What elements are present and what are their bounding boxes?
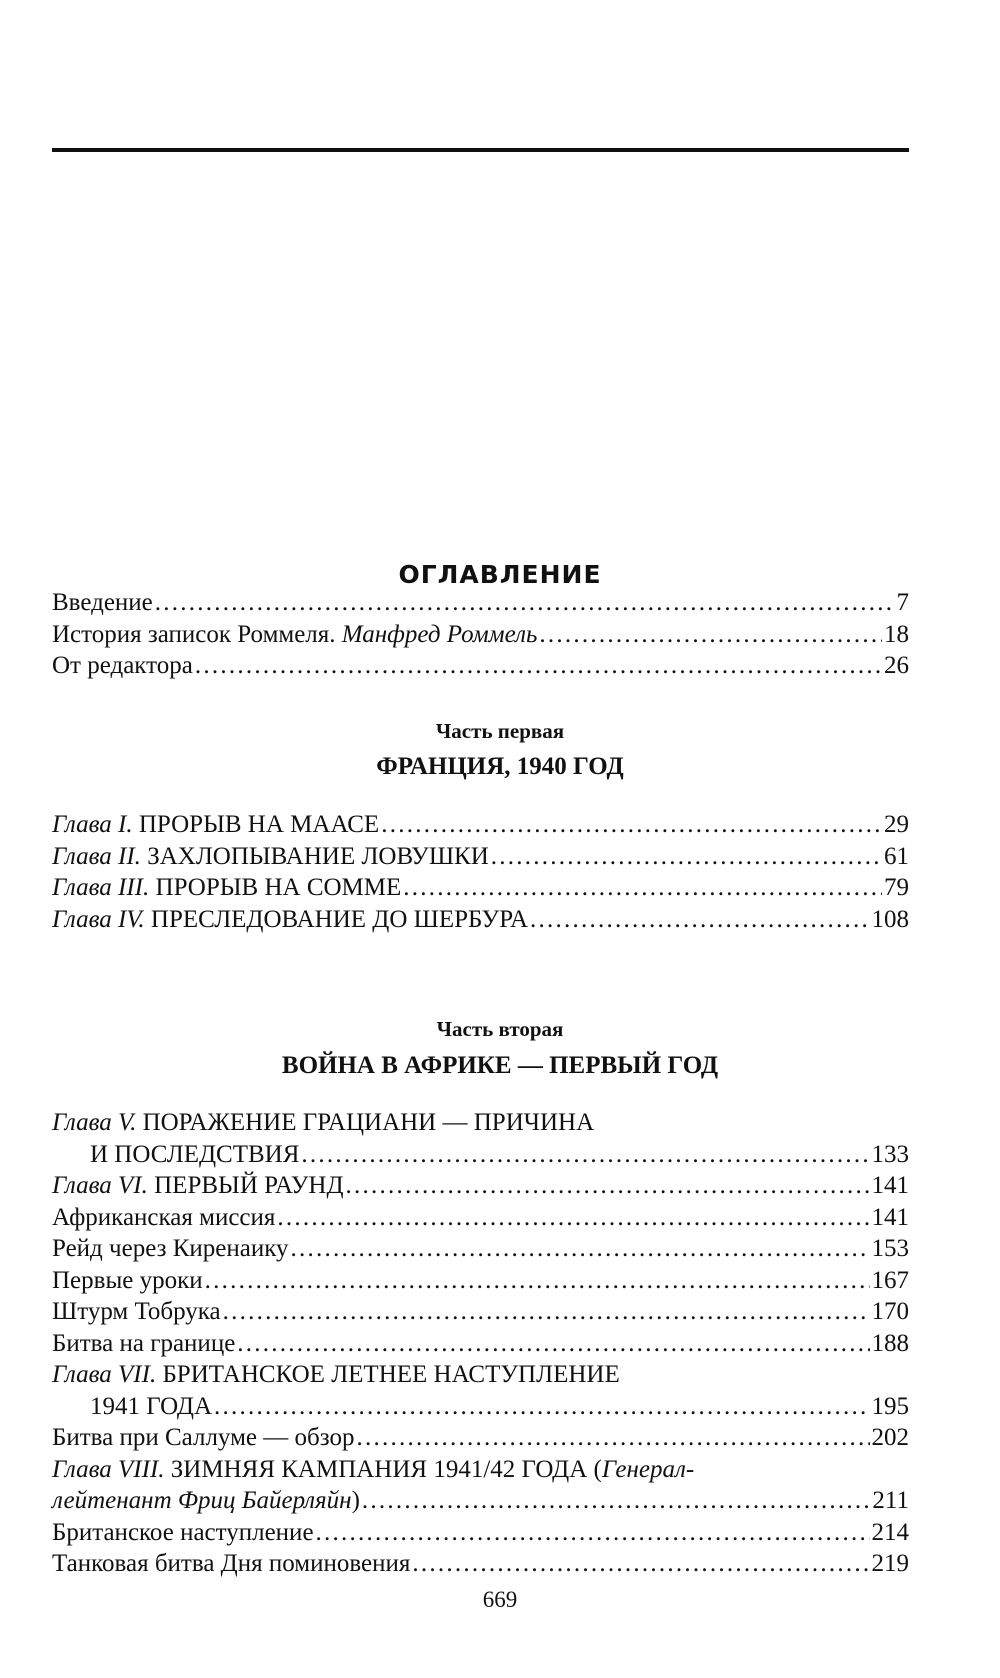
entry-title: ПОРАЖЕНИЕ ГРАЦИАНИ — ПРИЧИНА <box>136 1109 595 1136</box>
leader-dots <box>205 1265 870 1297</box>
toc-entry[interactable] <box>52 841 909 873</box>
toc-entry[interactable] <box>52 1548 909 1580</box>
entry-page: 170 <box>871 1298 909 1325</box>
leader-dots <box>237 1328 869 1360</box>
entry-page: 26 <box>884 652 909 679</box>
entry-title: Битва при Саллуме — обзор <box>52 1424 355 1451</box>
toc-entry-continuation[interactable] <box>52 1391 909 1423</box>
entry-page: 214 <box>871 1518 909 1546</box>
entry-page: 202 <box>871 1424 909 1451</box>
entry-title: Рейд через Киренаику <box>52 1235 289 1262</box>
entry-page: 61 <box>884 842 909 870</box>
entry-page: 79 <box>884 874 909 901</box>
leader-dots <box>301 1139 869 1171</box>
leader-dots <box>277 1202 869 1234</box>
entry-author: Генерал- <box>601 1455 695 1483</box>
entry-title: Введение <box>52 589 153 616</box>
entry-title: ПРОРЫВ НА СОММЕ <box>149 874 402 901</box>
leader-dots <box>362 1485 871 1517</box>
part-two-label: Часть вторая <box>436 1017 564 1041</box>
entry-page: 18 <box>884 620 909 648</box>
entry-page: 141 <box>871 1172 909 1199</box>
leader-dots <box>412 1548 869 1580</box>
entry-page: 29 <box>884 811 909 838</box>
leader-dots <box>214 1391 870 1423</box>
entry-title: Штурм Тобрука <box>52 1298 221 1325</box>
part-two-title: ВОЙНА В АФРИКЕ — ПЕРВЫЙ ГОД <box>281 1052 719 1079</box>
entry-author: лейтенант Фриц Байерляйн <box>52 1487 352 1514</box>
toc-entry[interactable] <box>52 1328 909 1360</box>
part-one-label: Часть первая <box>435 719 565 743</box>
entry-title: 1941 ГОДА <box>90 1392 212 1420</box>
chapter-label: Глава VII. <box>52 1361 157 1388</box>
toc-entry-continuation[interactable] <box>52 1485 909 1517</box>
entry-title: История записок Роммеля. <box>52 620 342 648</box>
leader-dots <box>491 841 882 873</box>
part-one-chapter-list <box>52 809 909 935</box>
toc-entry[interactable] <box>52 1233 909 1265</box>
toc-entry[interactable] <box>52 650 909 682</box>
front-matter-list <box>52 587 909 682</box>
part-one-title: ФРАНЦИЯ, 1940 ГОД <box>376 753 624 780</box>
leader-dots <box>403 872 882 904</box>
leader-dots <box>223 1296 870 1328</box>
entry-page: 108 <box>871 905 909 933</box>
toc-entry[interactable] <box>52 587 909 619</box>
entry-title: ПРОРЫВ НА МААСЕ <box>132 811 380 838</box>
chapter-label: Глава VIII. <box>52 1455 165 1483</box>
entry-title: БРИТАНСКОЕ ЛЕТНЕЕ НАСТУПЛЕНИЕ <box>156 1361 620 1388</box>
toc-entry[interactable] <box>52 1517 909 1549</box>
leader-dots <box>346 1170 870 1202</box>
chapter-label: Глава III. <box>52 874 150 901</box>
chapter-label: Глава VI. <box>52 1172 148 1199</box>
part-two-chapter-list <box>52 1107 909 1580</box>
toc-entry[interactable] <box>52 619 909 651</box>
leader-dots <box>530 904 870 936</box>
entry-title: От редактора <box>52 652 193 679</box>
toc-entry[interactable] <box>52 904 909 936</box>
toc-entry[interactable] <box>52 1265 909 1297</box>
entry-title: ПЕРВЫЙ РАУНД <box>147 1172 344 1199</box>
leader-dots <box>539 619 882 651</box>
leader-dots <box>381 809 882 841</box>
entry-title: Африканская миссия <box>52 1203 276 1231</box>
entry-page: 195 <box>871 1392 909 1420</box>
entry-page: 153 <box>871 1235 909 1262</box>
entry-page: 133 <box>871 1140 909 1168</box>
leader-dots <box>356 1422 869 1454</box>
toc-entry[interactable] <box>52 1359 909 1391</box>
entry-page: 141 <box>871 1203 909 1231</box>
toc-entry[interactable] <box>52 1202 909 1234</box>
entry-title: ПРЕСЛЕДОВАНИЕ ДО ШЕРБУРА <box>144 905 528 933</box>
entry-page: 211 <box>872 1487 909 1514</box>
entry-title: Битва на границе <box>52 1329 236 1357</box>
entry-title: Танковая битва Дня поминовения <box>52 1550 411 1577</box>
leader-dots <box>316 1517 870 1549</box>
entry-title: И ПОСЛЕДСТВИЯ <box>90 1140 300 1168</box>
entry-page: 188 <box>871 1329 909 1357</box>
entry-page: 167 <box>871 1266 909 1294</box>
chapter-label: Глава I. <box>52 811 133 838</box>
chapter-label: Глава IV. <box>52 905 145 933</box>
top-rule <box>52 148 909 152</box>
toc-entry[interactable] <box>52 809 909 841</box>
toc-entry[interactable] <box>52 1422 909 1454</box>
toc-heading: ОГЛАВЛЕНИЕ <box>398 560 602 589</box>
entry-page: 7 <box>896 589 909 616</box>
toc-entry[interactable] <box>52 1296 909 1328</box>
toc-entry[interactable] <box>52 1107 909 1139</box>
entry-author: Манфред Роммель <box>341 620 538 648</box>
leader-dots <box>155 587 895 619</box>
entry-title: ЗИМНЯЯ КАМПАНИЯ 1941/42 ГОДА ( <box>164 1455 602 1483</box>
toc-entry-continuation[interactable] <box>52 1139 909 1171</box>
leader-dots <box>291 1233 870 1265</box>
entry-title: ) <box>351 1487 360 1514</box>
entry-page: 219 <box>871 1550 909 1577</box>
entry-title: ЗАХЛОПЫВАНИЕ ЛОВУШКИ <box>140 842 489 870</box>
page-number: 669 <box>482 1587 518 1612</box>
chapter-label: Глава II. <box>52 842 141 870</box>
entry-title: Британское наступление <box>52 1518 314 1546</box>
toc-entry[interactable] <box>52 1454 909 1486</box>
entry-title: Первые уроки <box>52 1266 203 1294</box>
toc-entry[interactable] <box>52 1170 909 1202</box>
toc-entry[interactable] <box>52 872 909 904</box>
chapter-label: Глава V. <box>52 1109 137 1136</box>
leader-dots <box>195 650 882 682</box>
